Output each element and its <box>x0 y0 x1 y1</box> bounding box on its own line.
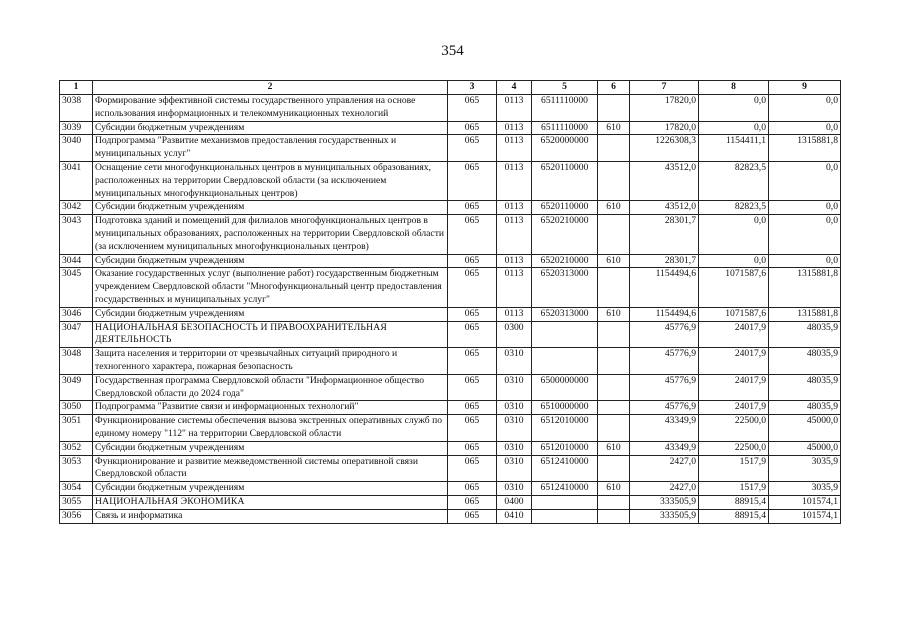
amount-7-cell: 45776,9 <box>630 321 699 348</box>
code-3-cell: 065 <box>448 495 497 509</box>
code-5-cell: 6520313000 <box>532 268 598 307</box>
code-3-cell: 065 <box>448 307 497 321</box>
amount-9-cell: 0,0 <box>769 121 841 135</box>
amount-9-cell: 48035,9 <box>769 401 841 415</box>
amount-9-cell: 0,0 <box>769 215 841 254</box>
amount-8-cell: 24017,9 <box>699 374 769 401</box>
code-6-cell <box>598 455 630 482</box>
code-6-cell <box>598 401 630 415</box>
row-number-cell: 3055 <box>60 495 93 509</box>
item-name-cell: НАЦИОНАЛЬНАЯ ЭКОНОМИКА <box>93 495 448 509</box>
amount-9-cell: 0,0 <box>769 95 841 122</box>
row-number-cell: 3056 <box>60 509 93 523</box>
amount-9-cell: 45000,0 <box>769 441 841 455</box>
code-3-cell: 065 <box>448 441 497 455</box>
amount-9-cell: 1315881,8 <box>769 268 841 307</box>
code-5-cell: 6520110000 <box>532 201 598 215</box>
code-4-cell: 0113 <box>497 161 532 200</box>
item-name-cell: Субсидии бюджетным учреждениям <box>93 121 448 135</box>
code-3-cell: 065 <box>448 374 497 401</box>
code-4-cell: 0410 <box>497 509 532 523</box>
code-3-cell: 065 <box>448 215 497 254</box>
row-number-cell: 3054 <box>60 482 93 496</box>
amount-8-cell: 1517,9 <box>699 455 769 482</box>
code-5-cell <box>532 348 598 375</box>
item-name-cell: Субсидии бюджетным учреждениям <box>93 482 448 496</box>
table-row <box>60 95 841 122</box>
row-number-cell: 3046 <box>60 307 93 321</box>
amount-8-cell: 88915,4 <box>699 509 769 523</box>
amount-7-cell: 43349,9 <box>630 415 699 442</box>
amount-8-cell: 24017,9 <box>699 321 769 348</box>
code-4-cell: 0113 <box>497 95 532 122</box>
table-row <box>60 321 841 348</box>
amount-8-cell: 1071587,6 <box>699 307 769 321</box>
row-number-cell: 3050 <box>60 401 93 415</box>
code-6-cell: 610 <box>598 482 630 496</box>
table-row <box>60 401 841 415</box>
amount-8-cell: 24017,9 <box>699 348 769 375</box>
item-name-cell: Функционирование и развитие межведомственной системы оперативной связи Свердловской области <box>93 455 448 482</box>
code-3-cell: 065 <box>448 509 497 523</box>
code-5-cell: 6512010000 <box>532 441 598 455</box>
code-4-cell: 0310 <box>497 482 532 496</box>
amount-7-cell: 28301,7 <box>630 254 699 268</box>
table-row <box>60 215 841 254</box>
row-number-cell: 3043 <box>60 215 93 254</box>
row-number-cell: 3048 <box>60 348 93 375</box>
code-5-cell <box>532 509 598 523</box>
code-4-cell: 0310 <box>497 401 532 415</box>
amount-7-cell: 43349,9 <box>630 441 699 455</box>
amount-9-cell: 0,0 <box>769 161 841 200</box>
table-row <box>60 509 841 523</box>
code-3-cell: 065 <box>448 415 497 442</box>
row-number-cell: 3049 <box>60 374 93 401</box>
amount-7-cell: 1226308,3 <box>630 135 699 162</box>
table-row <box>60 482 841 496</box>
table-row <box>60 121 841 135</box>
column-header-7: 7 <box>630 81 699 95</box>
table-row <box>60 415 841 442</box>
amount-7-cell: 1154494,6 <box>630 268 699 307</box>
amount-7-cell: 17820,0 <box>630 121 699 135</box>
amount-9-cell: 1315881,8 <box>769 307 841 321</box>
amount-8-cell: 24017,9 <box>699 401 769 415</box>
item-name-cell: Подпрограмма "Развитие механизмов предоставления государственных и муниципальных услуг" <box>93 135 448 162</box>
table-row <box>60 455 841 482</box>
code-4-cell: 0310 <box>497 441 532 455</box>
amount-7-cell: 333505,9 <box>630 509 699 523</box>
code-6-cell <box>598 135 630 162</box>
code-6-cell <box>598 495 630 509</box>
code-6-cell <box>598 268 630 307</box>
item-name-cell: Формирование эффективной системы государственного управления на основе использования информационных и телекоммуникационных технологий <box>93 95 448 122</box>
code-6-cell: 610 <box>598 121 630 135</box>
amount-9-cell: 1315881,8 <box>769 135 841 162</box>
code-4-cell: 0113 <box>497 215 532 254</box>
code-4-cell: 0400 <box>497 495 532 509</box>
row-number-cell: 3053 <box>60 455 93 482</box>
code-6-cell: 610 <box>598 201 630 215</box>
code-6-cell <box>598 348 630 375</box>
code-5-cell: 6510000000 <box>532 401 598 415</box>
code-6-cell <box>598 509 630 523</box>
code-3-cell: 065 <box>448 401 497 415</box>
table-row <box>60 254 841 268</box>
code-3-cell: 065 <box>448 121 497 135</box>
row-number-cell: 3041 <box>60 161 93 200</box>
column-header-2: 2 <box>93 81 448 95</box>
amount-9-cell: 101574,1 <box>769 495 841 509</box>
code-4-cell: 0310 <box>497 348 532 375</box>
code-6-cell: 610 <box>598 307 630 321</box>
item-name-cell: НАЦИОНАЛЬНАЯ БЕЗОПАСНОСТЬ И ПРАВООХРАНИТЕЛЬНАЯ ДЕЯТЕЛЬНОСТЬ <box>93 321 448 348</box>
item-name-cell: Оказание государственных услуг (выполнение работ) государственным бюджетным учреждением Свердловской области "Многофункциональный центр предоставления государственных и муниципальных услуг" <box>93 268 448 307</box>
amount-7-cell: 45776,9 <box>630 401 699 415</box>
code-3-cell: 065 <box>448 254 497 268</box>
code-4-cell: 0113 <box>497 135 532 162</box>
code-4-cell: 0113 <box>497 268 532 307</box>
code-3-cell: 065 <box>448 321 497 348</box>
row-number-cell: 3040 <box>60 135 93 162</box>
table-row <box>60 495 841 509</box>
amount-7-cell: 1154494,6 <box>630 307 699 321</box>
amount-8-cell: 82823,5 <box>699 161 769 200</box>
column-header-6: 6 <box>598 81 630 95</box>
column-header-5: 5 <box>532 81 598 95</box>
item-name-cell: Функционирование системы обеспечения вызова экстренных оперативных служб по единому номеру "112" на территории Свердловской области <box>93 415 448 442</box>
amount-7-cell: 28301,7 <box>630 215 699 254</box>
code-5-cell: 6520110000 <box>532 161 598 200</box>
table-row <box>60 268 841 307</box>
amount-9-cell: 3035,9 <box>769 482 841 496</box>
row-number-cell: 3045 <box>60 268 93 307</box>
code-5-cell: 6520000000 <box>532 135 598 162</box>
amount-7-cell: 2427,0 <box>630 482 699 496</box>
budget-table <box>59 80 841 524</box>
amount-8-cell: 0,0 <box>699 215 769 254</box>
amount-7-cell: 43512,0 <box>630 161 699 200</box>
code-5-cell: 6511110000 <box>532 95 598 122</box>
column-header-9: 9 <box>769 81 841 95</box>
header-row <box>60 81 841 95</box>
code-4-cell: 0310 <box>497 455 532 482</box>
table-body <box>60 95 841 524</box>
amount-9-cell: 101574,1 <box>769 509 841 523</box>
code-3-cell: 065 <box>448 95 497 122</box>
item-name-cell: Оснащение сети многофункциональных центров в муниципальных образованиях, расположенных на территории Свердловской области (за исключением муниципальных многофункциональных центров) <box>93 161 448 200</box>
amount-7-cell: 333505,9 <box>630 495 699 509</box>
column-header-8: 8 <box>699 81 769 95</box>
row-number-cell: 3052 <box>60 441 93 455</box>
item-name-cell: Подготовка зданий и помещений для филиалов многофункциональных центров в муниципальных образованиях, расположенных на территории Свердловской области (за исключением муниципальных многофункциональных центров) <box>93 215 448 254</box>
amount-8-cell: 22500,0 <box>699 415 769 442</box>
code-6-cell: 610 <box>598 254 630 268</box>
code-4-cell: 0113 <box>497 307 532 321</box>
table-row <box>60 161 841 200</box>
code-4-cell: 0310 <box>497 415 532 442</box>
code-5-cell <box>532 321 598 348</box>
column-header-3: 3 <box>448 81 497 95</box>
amount-9-cell: 45000,0 <box>769 415 841 442</box>
code-6-cell: 610 <box>598 441 630 455</box>
code-6-cell <box>598 215 630 254</box>
amount-8-cell: 0,0 <box>699 95 769 122</box>
item-name-cell: Государственная программа Свердловской области "Информационное общество Свердловской области до 2024 года" <box>93 374 448 401</box>
table-row <box>60 374 841 401</box>
amount-8-cell: 0,0 <box>699 121 769 135</box>
code-5-cell: 6512410000 <box>532 455 598 482</box>
item-name-cell: Субсидии бюджетным учреждениям <box>93 307 448 321</box>
code-3-cell: 065 <box>448 201 497 215</box>
amount-8-cell: 82823,5 <box>699 201 769 215</box>
code-4-cell: 0300 <box>497 321 532 348</box>
page-number: 354 <box>441 43 464 59</box>
code-4-cell: 0113 <box>497 254 532 268</box>
item-name-cell: Субсидии бюджетным учреждениям <box>93 254 448 268</box>
column-header-4: 4 <box>497 81 532 95</box>
amount-8-cell: 1517,9 <box>699 482 769 496</box>
row-number-cell: 3042 <box>60 201 93 215</box>
column-header-1: 1 <box>60 81 93 95</box>
amount-9-cell: 3035,9 <box>769 455 841 482</box>
item-name-cell: Субсидии бюджетным учреждениям <box>93 201 448 215</box>
code-3-cell: 065 <box>448 135 497 162</box>
amount-8-cell: 22500,0 <box>699 441 769 455</box>
amount-8-cell: 88915,4 <box>699 495 769 509</box>
table-row <box>60 348 841 375</box>
amount-9-cell: 48035,9 <box>769 348 841 375</box>
code-4-cell: 0113 <box>497 121 532 135</box>
amount-8-cell: 1154411,1 <box>699 135 769 162</box>
code-4-cell: 0310 <box>497 374 532 401</box>
code-5-cell: 6500000000 <box>532 374 598 401</box>
item-name-cell: Подпрограмма "Развитие связи и информационных технологий" <box>93 401 448 415</box>
row-number-cell: 3051 <box>60 415 93 442</box>
amount-7-cell: 43512,0 <box>630 201 699 215</box>
amount-8-cell: 0,0 <box>699 254 769 268</box>
row-number-cell: 3039 <box>60 121 93 135</box>
amount-7-cell: 17820,0 <box>630 95 699 122</box>
row-number-cell: 3047 <box>60 321 93 348</box>
amount-7-cell: 45776,9 <box>630 348 699 375</box>
row-number-cell: 3044 <box>60 254 93 268</box>
code-6-cell <box>598 415 630 442</box>
table-row <box>60 135 841 162</box>
code-5-cell: 6520210000 <box>532 254 598 268</box>
code-6-cell <box>598 321 630 348</box>
table-row <box>60 201 841 215</box>
code-3-cell: 065 <box>448 161 497 200</box>
code-5-cell: 6512410000 <box>532 482 598 496</box>
code-3-cell: 065 <box>448 268 497 307</box>
code-5-cell: 6512010000 <box>532 415 598 442</box>
code-3-cell: 065 <box>448 455 497 482</box>
amount-7-cell: 45776,9 <box>630 374 699 401</box>
row-number-cell: 3038 <box>60 95 93 122</box>
code-3-cell: 065 <box>448 482 497 496</box>
code-5-cell <box>532 495 598 509</box>
code-5-cell: 6520210000 <box>532 215 598 254</box>
table-row <box>60 307 841 321</box>
amount-9-cell: 0,0 <box>769 201 841 215</box>
code-6-cell <box>598 374 630 401</box>
amount-8-cell: 1071587,6 <box>699 268 769 307</box>
amount-9-cell: 0,0 <box>769 254 841 268</box>
code-4-cell: 0113 <box>497 201 532 215</box>
table-header <box>60 81 841 95</box>
item-name-cell: Связь и информатика <box>93 509 448 523</box>
code-6-cell <box>598 95 630 122</box>
amount-9-cell: 48035,9 <box>769 321 841 348</box>
item-name-cell: Субсидии бюджетным учреждениям <box>93 441 448 455</box>
code-5-cell: 6511110000 <box>532 121 598 135</box>
amount-9-cell: 48035,9 <box>769 374 841 401</box>
code-6-cell <box>598 161 630 200</box>
code-3-cell: 065 <box>448 348 497 375</box>
item-name-cell: Защита населения и территории от чрезвычайных ситуаций природного и техногенного характера, пожарная безопасность <box>93 348 448 375</box>
table-row <box>60 441 841 455</box>
code-5-cell: 6520313000 <box>532 307 598 321</box>
amount-7-cell: 2427,0 <box>630 455 699 482</box>
